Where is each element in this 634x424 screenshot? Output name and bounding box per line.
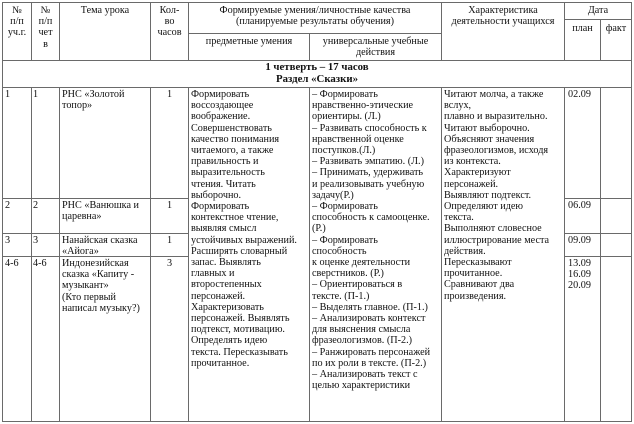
rule-right (631, 2, 632, 422)
row-1-num-uch: 1 (5, 89, 11, 100)
row-2-hours: 1 (166, 200, 173, 211)
rule-col-6-body (441, 87, 442, 422)
row-4-hours: 3 (166, 258, 173, 269)
header-universal-actions: универсальные учебные действия (322, 36, 429, 59)
row-3-hours: 1 (166, 235, 173, 246)
quarter-heading: 1 четверть – 17 часов (265, 62, 369, 73)
rule-col-3-body (150, 87, 151, 422)
header-date: Дата (587, 5, 609, 16)
header-plan: план (572, 23, 593, 34)
header-num-uch: № п/п уч.г. (7, 5, 27, 39)
row-1-num-chet: 1 (33, 89, 39, 100)
row-2-num-uch: 2 (5, 200, 11, 211)
rule-section-bottom (2, 87, 632, 88)
section-heading: Раздел «Сказки» (276, 74, 358, 85)
row-1-topic: РНС «Золотой топор» (62, 89, 125, 112)
rule-row-1b (564, 198, 632, 199)
rule-header-bottom (2, 60, 632, 61)
row-2-topic: РНС «Ванюшка и царевна» (62, 200, 139, 223)
rule-bottom (2, 421, 632, 422)
rule-row-3b (564, 256, 632, 257)
rule-date-split (564, 19, 632, 20)
subject-skills-text: Формировать воссоздающее воображение. Совершенствовать качество понимания читаемого, а также правильность и выразительность чтения. Читать выборочно. Формировать контекстное чтение, выявляя смысл устойчивых выражений. Расширять словарный запас. Выявлять главных и второстепенных персонажей. Характеризовать персонажей. Выявлять подтекст, мотивацию. Определять идею текста. Пересказывать прочитанное. (191, 89, 297, 369)
row-3-num-chet: 3 (33, 235, 39, 246)
lesson-plan-table (2, 2, 632, 422)
header-num-chet: № п/п чет в (38, 5, 53, 50)
row-3-num-uch: 3 (5, 235, 11, 246)
rule-col-7-body (564, 87, 565, 422)
row-4-num-chet: 4-6 (33, 258, 47, 269)
header-subject-skills: предметные умения (205, 36, 293, 47)
row-3-topic: Нанайская сказка «Айога» (62, 235, 138, 258)
rule-col-1-body (31, 87, 32, 422)
rule-col-8-body (600, 87, 601, 422)
rule-row-2b (564, 233, 632, 234)
header-topic: Тема урока (80, 5, 130, 16)
row-2-plan: 06.09 (568, 200, 591, 211)
rule-row-1 (2, 198, 188, 199)
universal-actions-text: – Формировать нравственно-этические ориентиры. (Л.) – Развивать способность к нравственной оценке поступков.(Л.) – Развивать эмпатию. (Л.) – Принимать, удерживать и реализовывать учебную задачу(Р.) – Формировать способность к самооценке. (Р.) – Формировать способность к оценке деятельности сверстников. (Р.) – Ориентироваться в тексте. (П-1.) – Выделять главное. (П-1.) – Анализировать контекст для выяснения смысла фразеологизмов. (П-2.) – Ранжировать персонажей по их роли в тексте. (П-2.) – Анализировать текст с целью характеристики (312, 89, 431, 392)
header-hours: Кол- во часов (157, 5, 182, 39)
rule-row-2 (2, 233, 188, 234)
row-4-num-uch: 4-6 (5, 258, 19, 269)
row-4-plan: 13.09 16.09 20.09 (568, 258, 591, 292)
rule-col-5-body (309, 87, 310, 422)
rule-top (2, 2, 632, 3)
row-1-plan: 02.09 (568, 89, 591, 100)
rule-col-2-body (59, 87, 60, 422)
student-activity-text: Читают молча, а также вслух, плавно и выразительно. Читают выборочно. Объясняют значения фразеологизмов, исходя из контекста. Характеризуют персонажей. Выявляют подтекст. Определяют идею текста. Выполняют словесное иллюстрирование места действия. Пересказывают прочитанное. Сравнивают два произведения. (444, 89, 550, 302)
rule-col-4-body (188, 87, 189, 422)
row-4-topic: Индонезийская сказка «Капиту - музыкант» (Кто первый написал музыку?) (62, 258, 140, 314)
row-3-plan: 09.09 (568, 235, 591, 246)
header-student-activity: Характеристика деятельности учащихся (451, 5, 555, 28)
rule-header-split (188, 33, 441, 34)
header-fact: факт (605, 23, 627, 34)
row-2-num-chet: 2 (33, 200, 39, 211)
header-skills-group: Формируемые умения/личностные качества (планируемые результаты обучения) (219, 5, 411, 28)
row-1-hours: 1 (166, 89, 173, 100)
